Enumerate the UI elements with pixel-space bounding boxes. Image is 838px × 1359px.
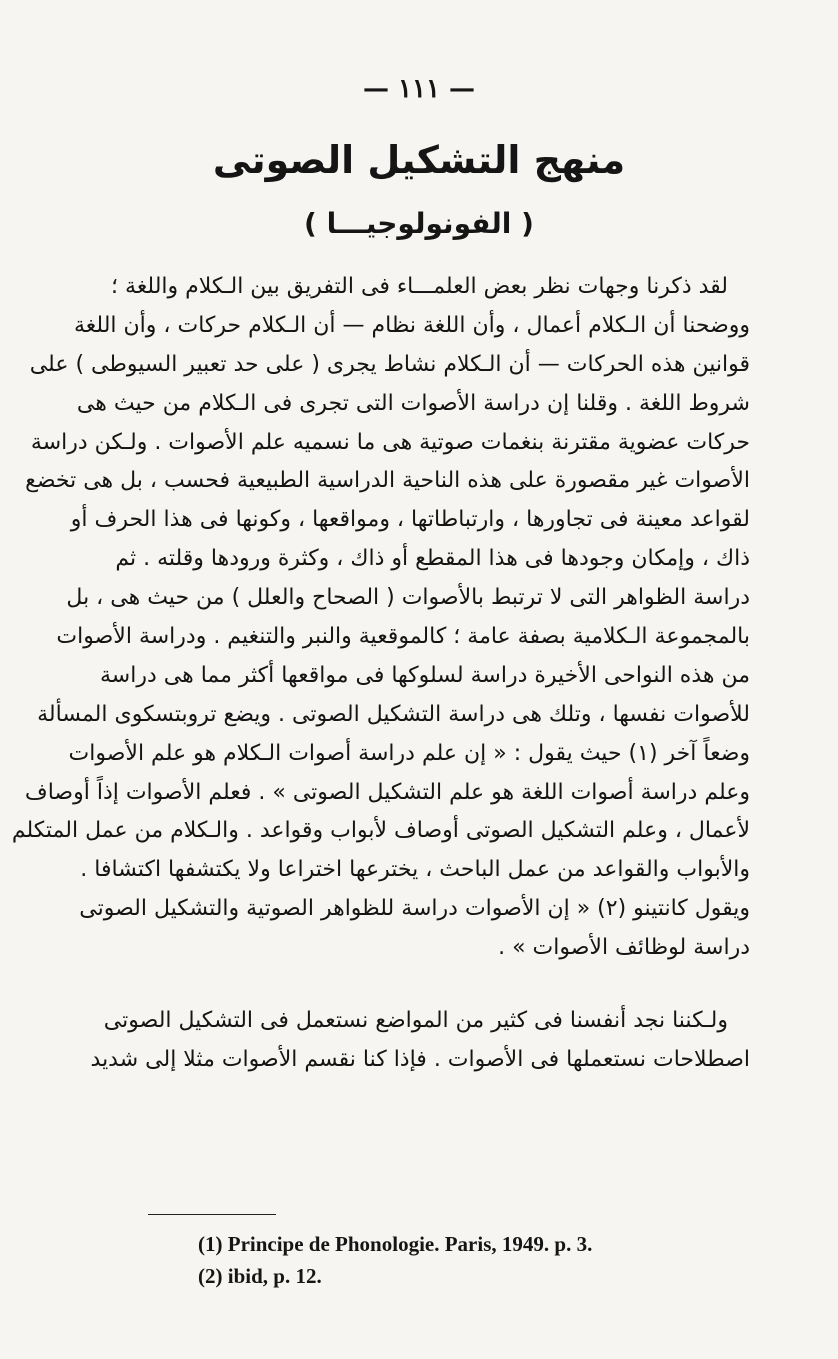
body-text bbox=[11, 268, 750, 1080]
text-line: وعلم دراسة أصوات اللغة هو علم التشكيل الصوتى » . فعلم الأصوات إذاً أوصاف bbox=[24, 779, 750, 805]
text-line: ووضحنا أن الـكلام أعمال ، وأن اللغة نظام — أن الـكلام حركات ، وأن اللغة bbox=[74, 312, 750, 338]
footnotes bbox=[198, 1228, 592, 1292]
text-line: لأعمال ، وعلم التشكيل الصوتى أوصاف لأبواب وقواعد . والـكلام من عمل المتكلم bbox=[11, 818, 750, 844]
text-line: من هذه النواحى الأخيرة دراسة لسلوكها فى مواقعها أكثر مما هى دراسة bbox=[100, 662, 750, 688]
text-line: شروط اللغة . وقلنا إن دراسة الأصوات التى تجرى فى الـكلام من حيث هى bbox=[76, 390, 750, 416]
text-line: للأصوات نفسها ، وتلك هى دراسة التشكيل الصوتى . ويضع تروبتسكوى المسألة bbox=[37, 701, 750, 727]
paragraph-1 bbox=[11, 268, 750, 968]
text-line: لقواعد معينة فى تجاورها ، وارتباطاتها ، ومواقعها ، وكونها فى هذا الحرف أو bbox=[70, 507, 750, 533]
chapter-title: منهج التشكيل الصوتى bbox=[212, 138, 626, 182]
text-line: ذاك ، وإمكان وجودها فى هذا المقطع أو ذاك ، وكثرة ورودها وقلته . ثم bbox=[115, 546, 750, 572]
text-line: الأصوات غير مقصورة على هذه الناحية الدراسية الطبيعية فحسب ، بل هى تخضع bbox=[25, 468, 750, 494]
footnote-2: (2) ibid, p. 12. bbox=[198, 1264, 322, 1288]
text-line: قوانين هذه الحركات — أن الـكلام نشاط يجرى ( على حد تعبير السيوطى ) على bbox=[29, 351, 750, 377]
footnote-divider bbox=[148, 1214, 276, 1215]
text-line: لقد ذكرنا وجهات نظر بعض العلمـــاء فى التفريق بين الـكلام واللغة ؛ bbox=[111, 274, 728, 299]
page-number: — ١١١ — bbox=[362, 74, 476, 104]
footnote-1: (1) Principe de Phonologie. Paris, 1949. p. 3. bbox=[198, 1232, 593, 1256]
text-line: والأبواب والقواعد من عمل الباحث ، يخترعها اختراعا ولا يكتشفها اكتشافا . bbox=[80, 857, 750, 883]
text-line: وضعاً آخر (١) حيث يقول : « إن علم دراسة أصوات الـكلام هو علم الأصوات bbox=[68, 740, 750, 766]
paragraph-2 bbox=[90, 1002, 750, 1080]
text-line: دراسة لوظائف الأصوات » . bbox=[498, 935, 750, 961]
text-line: بالمجموعة الـكلامية بصفة عامة ؛ كالموقعية والنبر والتنغيم . ودراسة الأصوات bbox=[56, 624, 750, 650]
text-line: ويقول كانتينو (٢) « إن الأصوات دراسة للظواهر الصوتية والتشكيل الصوتى bbox=[79, 896, 750, 922]
text-line: اصطلاحات نستعملها فى الأصوات . فإذا كنا نقسم الأصوات مثلا إلى شديد bbox=[90, 1046, 750, 1072]
text-line: حركات عضوية مقترنة بنغمات صوتية هى ما نسميه علم الأصوات . ولـكن دراسة bbox=[30, 429, 750, 455]
text-line: ولـكننا نجد أنفسنا فى كثير من المواضع نستعمل فى التشكيل الصوتى bbox=[103, 1008, 728, 1034]
text-line: دراسة الظواهر التى لا ترتبط بالأصوات ( الصحاح والعلل ) من حيث هى ، بل bbox=[66, 585, 750, 611]
paragraph-gap bbox=[130, 968, 750, 1002]
chapter-subtitle: ( الفونولوجيـــا ) bbox=[304, 207, 534, 240]
